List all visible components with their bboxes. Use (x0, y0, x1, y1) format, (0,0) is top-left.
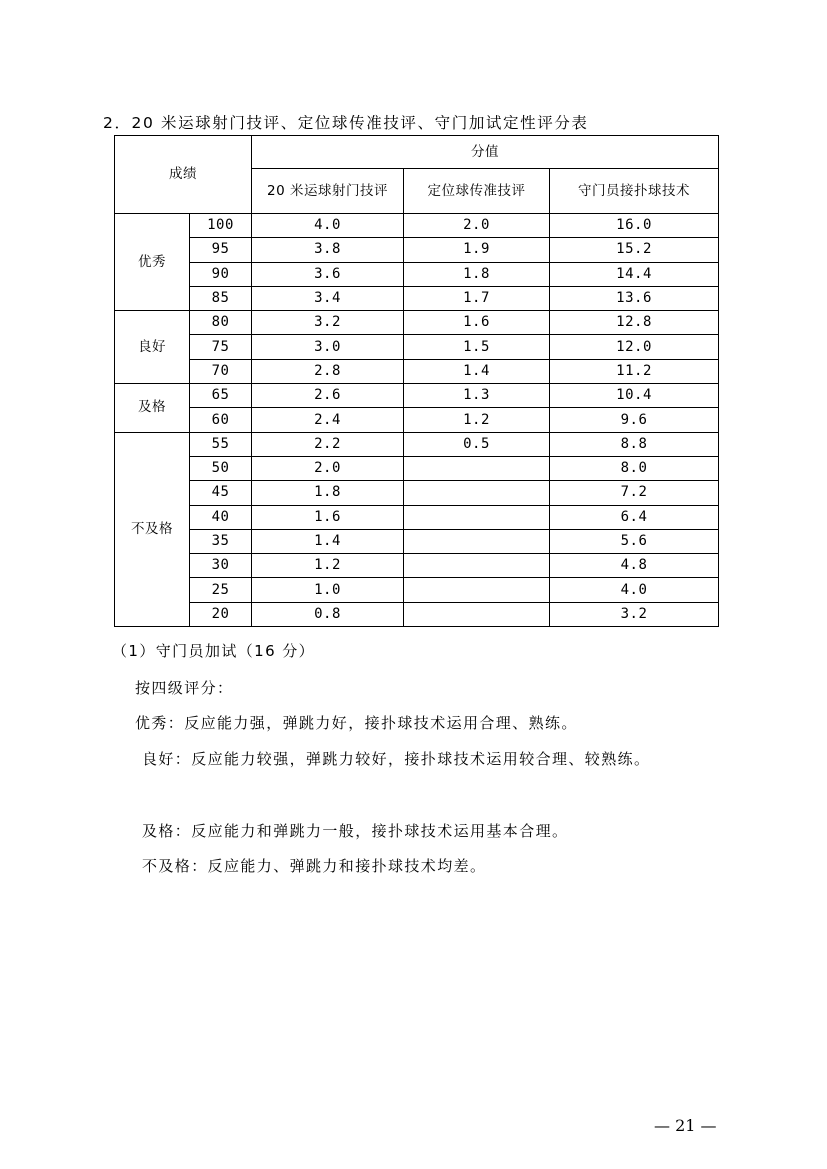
levels-intro: 按四级评分： (135, 679, 234, 697)
score-cell: 45 (190, 481, 252, 505)
score-cell: 55 (190, 432, 252, 456)
dribble-shot-value: 1.4 (252, 529, 404, 553)
goalkeeper-value: 15.2 (550, 238, 719, 262)
col-header-dribble-shot: 20 米运球射门技评 (252, 169, 404, 214)
score-cell: 60 (190, 408, 252, 432)
scoring-table (114, 135, 719, 627)
dribble-shot-value: 1.0 (252, 578, 404, 602)
set-piece-pass-value: 1.7 (404, 286, 550, 310)
table-row (115, 481, 719, 505)
table-row (115, 359, 719, 383)
goalkeeper-value: 12.8 (550, 311, 719, 335)
set-piece-pass-value (404, 505, 550, 529)
dribble-shot-value: 3.8 (252, 238, 404, 262)
table-row (115, 529, 719, 553)
set-piece-pass-value: 1.5 (404, 335, 550, 359)
dribble-shot-value: 3.6 (252, 262, 404, 286)
dribble-shot-value: 0.8 (252, 602, 404, 626)
table-row (115, 384, 719, 408)
goalkeeper-value: 8.8 (550, 432, 719, 456)
grade-group-label: 优秀 (115, 214, 190, 311)
goalkeeper-value: 13.6 (550, 286, 719, 310)
score-cell: 40 (190, 505, 252, 529)
goalkeeper-heading: （1）守门员加试（16 分） (112, 642, 315, 660)
dribble-shot-value: 1.6 (252, 505, 404, 529)
goalkeeper-value: 6.4 (550, 505, 719, 529)
set-piece-pass-value: 0.5 (404, 432, 550, 456)
level-good-desc: 良好：反应能力较强，弹跳力较好，接扑球技术运用较合理、较熟练。 (142, 750, 651, 768)
grade-header: 成绩 (115, 136, 252, 214)
table-row (115, 262, 719, 286)
score-cell: 85 (190, 286, 252, 310)
score-cell: 50 (190, 456, 252, 480)
score-cell: 100 (190, 214, 252, 238)
set-piece-pass-value (404, 481, 550, 505)
table-row (115, 456, 719, 480)
score-cell: 30 (190, 554, 252, 578)
dribble-shot-value: 3.2 (252, 311, 404, 335)
table-row (115, 602, 719, 626)
set-piece-pass-value: 2.0 (404, 214, 550, 238)
score-cell: 95 (190, 238, 252, 262)
set-piece-pass-value (404, 602, 550, 626)
level-pass-desc: 及格：反应能力和弹跳力一般，接扑球技术运用基本合理。 (142, 822, 569, 840)
set-piece-pass-value: 1.9 (404, 238, 550, 262)
set-piece-pass-value: 1.6 (404, 311, 550, 335)
goalkeeper-value: 9.6 (550, 408, 719, 432)
score-cell: 75 (190, 335, 252, 359)
set-piece-pass-value: 1.4 (404, 359, 550, 383)
dribble-shot-value: 2.4 (252, 408, 404, 432)
table-header-row (115, 136, 719, 169)
table-row (115, 554, 719, 578)
grade-group-label: 良好 (115, 311, 190, 384)
table-row (115, 505, 719, 529)
dribble-shot-value: 2.0 (252, 456, 404, 480)
table-row (115, 214, 719, 238)
page-number: — 21 — (654, 1116, 717, 1135)
goalkeeper-value: 11.2 (550, 359, 719, 383)
table-row (115, 578, 719, 602)
grade-group-label: 不及格 (115, 432, 190, 626)
dribble-shot-value: 3.4 (252, 286, 404, 310)
table-row (115, 286, 719, 310)
set-piece-pass-value (404, 529, 550, 553)
table-row (115, 432, 719, 456)
dribble-shot-value: 2.6 (252, 384, 404, 408)
goalkeeper-value: 4.8 (550, 554, 719, 578)
score-cell: 90 (190, 262, 252, 286)
score-cell: 80 (190, 311, 252, 335)
value-header: 分值 (252, 136, 719, 169)
dribble-shot-value: 1.2 (252, 554, 404, 578)
score-cell: 70 (190, 359, 252, 383)
goalkeeper-value: 8.0 (550, 456, 719, 480)
table-row (115, 335, 719, 359)
scoring-table-body (115, 136, 719, 627)
col-header-set-piece-pass: 定位球传准技评 (404, 169, 550, 214)
score-cell: 35 (190, 529, 252, 553)
dribble-shot-value: 3.0 (252, 335, 404, 359)
table-row (115, 238, 719, 262)
set-piece-pass-value: 1.2 (404, 408, 550, 432)
score-cell: 20 (190, 602, 252, 626)
table-row (115, 408, 719, 432)
set-piece-pass-value (404, 554, 550, 578)
goalkeeper-value: 5.6 (550, 529, 719, 553)
goalkeeper-value: 12.0 (550, 335, 719, 359)
goalkeeper-value: 3.2 (550, 602, 719, 626)
dribble-shot-value: 4.0 (252, 214, 404, 238)
goalkeeper-value: 10.4 (550, 384, 719, 408)
section-title: 2．20 米运球射门技评、定位球传准技评、守门加试定性评分表 (103, 114, 589, 132)
goalkeeper-value: 16.0 (550, 214, 719, 238)
score-cell: 65 (190, 384, 252, 408)
dribble-shot-value: 2.2 (252, 432, 404, 456)
set-piece-pass-value (404, 578, 550, 602)
dribble-shot-value: 1.8 (252, 481, 404, 505)
dribble-shot-value: 2.8 (252, 359, 404, 383)
goalkeeper-value: 14.4 (550, 262, 719, 286)
level-excellent-desc: 优秀：反应能力强，弹跳力好，接扑球技术运用合理、熟练。 (135, 714, 578, 732)
col-header-goalkeeper: 守门员接扑球技术 (550, 169, 719, 214)
level-fail-desc: 不及格：反应能力、弹跳力和接扑球技术均差。 (142, 857, 487, 875)
set-piece-pass-value: 1.8 (404, 262, 550, 286)
set-piece-pass-value (404, 456, 550, 480)
set-piece-pass-value: 1.3 (404, 384, 550, 408)
table-row (115, 311, 719, 335)
score-cell: 25 (190, 578, 252, 602)
goalkeeper-value: 4.0 (550, 578, 719, 602)
goalkeeper-value: 7.2 (550, 481, 719, 505)
grade-group-label: 及格 (115, 384, 190, 433)
